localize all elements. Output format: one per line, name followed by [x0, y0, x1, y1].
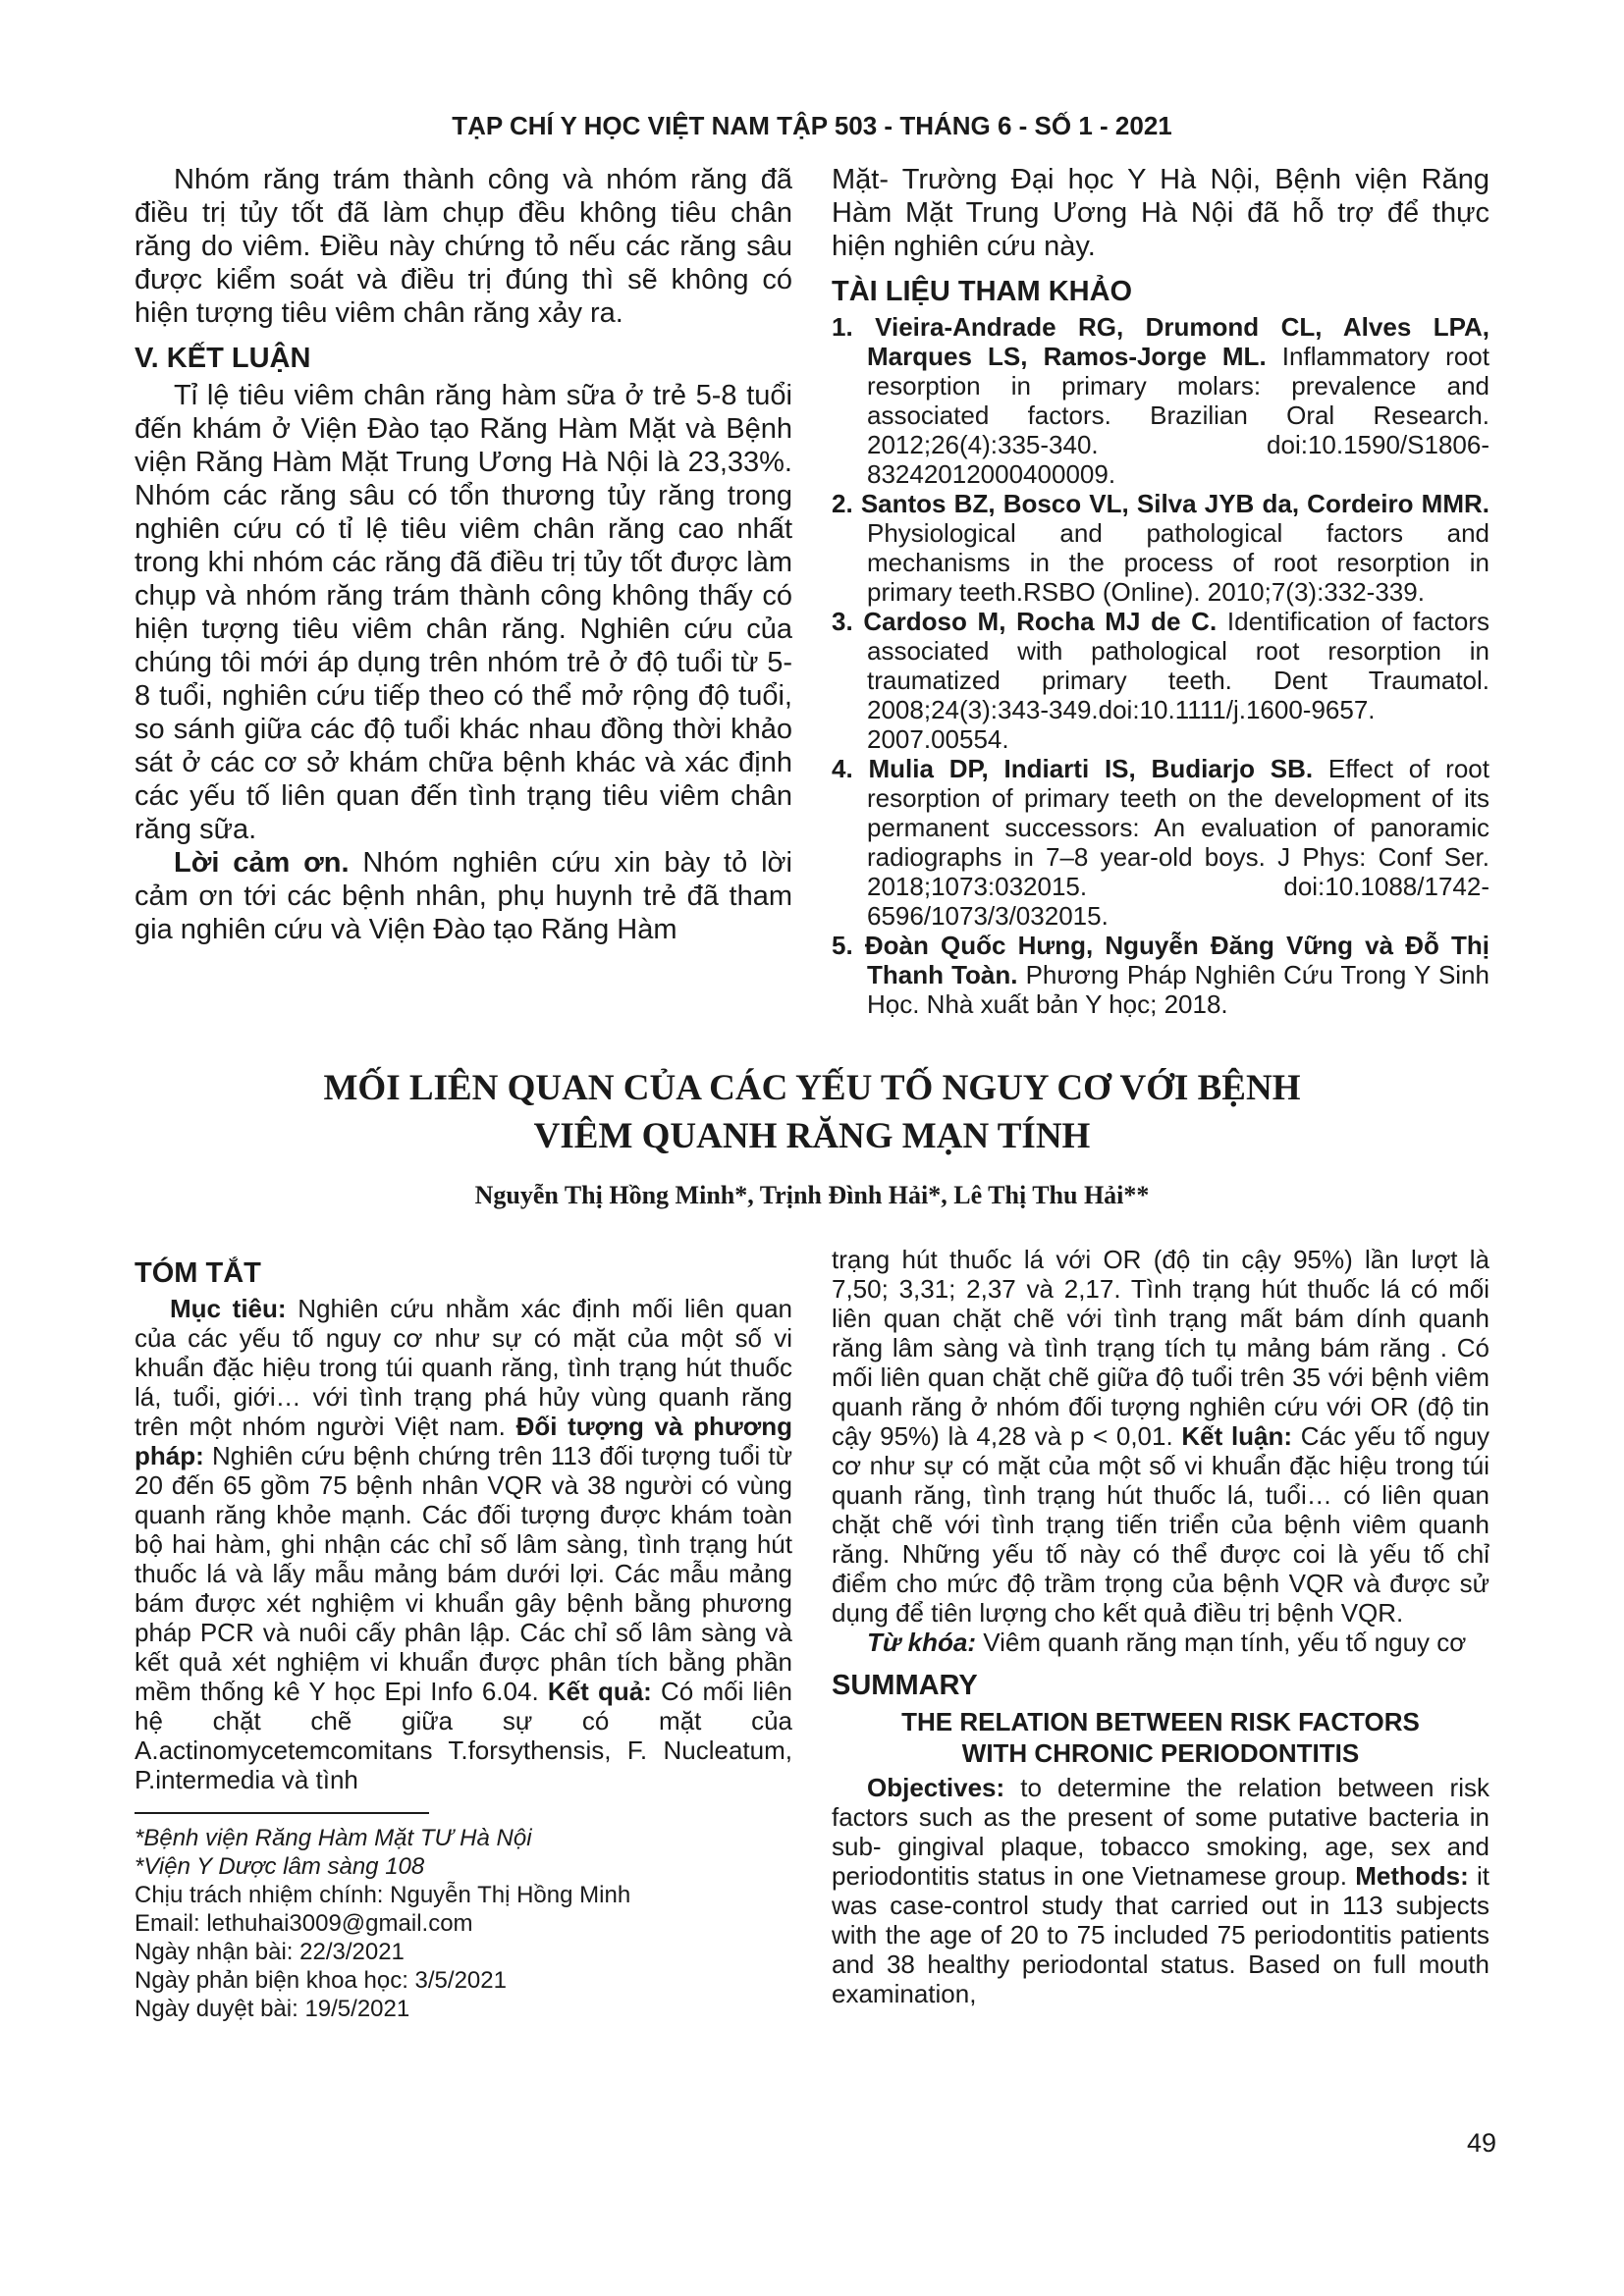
footnote-received-date: Ngày nhận bài: 22/3/2021: [135, 1939, 405, 1965]
journal-header: TẠP CHÍ Y HỌC VIỆT NAM TẬP 503 - THÁNG 6 - SỐ 1 - 2021: [452, 111, 1172, 140]
bold-text-run: Objectives:: [867, 1773, 1021, 1802]
summary-heading: SUMMARY: [832, 1670, 978, 1701]
reference-text: Effect of root resorption of primary teeth on the development of its permanent successors: An evaluation of panoramic radiographs in 7–8 year-old boys. J Phys: Conf Ser. 2018;1073:032015. doi:10.1088/1742-6596/1073/3/032015.: [867, 754, 1489, 931]
footnote-email: Email: lethuhai3009@gmail.com: [135, 1910, 473, 1937]
article2-title-block: [135, 1064, 1489, 1211]
reference-authors: 1. Vieira-Andrade RG, Drumond CL, Alves LPA, Marques LS, Ramos-Jorge ML.: [832, 312, 1489, 371]
article1-paragraph: Nhóm răng trám thành công và nhóm răng đã điều trị tủy tốt đã làm chụp đều không tiêu chân răng do viêm. Điều này chứng tỏ nếu các răng sâu được kiểm soát và điều trị đúng thì sẽ không có hiện tượng tiêu viêm chân răng xảy ra.: [135, 164, 792, 329]
article1-continuation-paragraph: Mặt- Trường Đại học Y Hà Nội, Bệnh viện Răng Hàm Mặt Trung Ương Hà Nội đã hỗ trợ để thực hiện nghiên cứu này.: [832, 164, 1489, 262]
abstract-heading: TÓM TẮT: [135, 1257, 261, 1289]
reference-item: [832, 931, 1489, 1019]
reference-item: [832, 312, 1489, 489]
text-run: Viêm quanh răng mạn tính, yếu tố nguy cơ: [983, 1628, 1467, 1657]
reference-authors: 4. Mulia DP, Indiarti IS, Budiarjo SB.: [832, 754, 1314, 783]
bold-text-run: Kết quả:: [547, 1677, 662, 1706]
article2-title: [135, 1064, 1489, 1160]
conclusion-heading: V. KẾT LUẬN: [135, 343, 311, 374]
abstract-continuation-paragraph: [832, 1245, 1489, 1628]
footnote-affiliation: *Bệnh viện Răng Hàm Mặt TƯ Hà Nội: [135, 1825, 532, 1851]
summary-title-line2: WITH CHRONIC PERIODONTITIS: [961, 1738, 1360, 1768]
reference-authors: 3. Cardoso M, Rocha MJ de C.: [832, 607, 1218, 636]
references-list: [832, 312, 1489, 1019]
reference-text: Physiological and pathological factors and mechanisms in the process of root resorption in primary teeth.RSBO (Online). 2010;7(3):332-339.: [867, 518, 1489, 607]
article2-right-column: [832, 1245, 1489, 2023]
text-run: Các yếu tố nguy cơ như sự có mặt của một số vi khuẩn đặc hiệu trong túi quanh răng, tình trạng hút thuốc lá, tuổi… có liên quan chặt chẽ với tình trạng tiến triển của bệnh viêm quanh răng. Những yếu tố này có thể được coi là yếu tố chỉ điểm cho mức độ trầm trọng của bệnh VQR và được sử dụng để tiên lượng cho kết quả điều trị bệnh VQR.: [832, 1421, 1490, 1628]
reference-text: Phương Pháp Nghiên Cứu Trong Y Sinh Học. Nhà xuất bản Y học; 2018.: [867, 960, 1489, 1019]
text-run: Nghiên cứu bệnh chứng trên 113 đối tượng tuổi từ 20 đến 65 gồm 75 bệnh nhân VQR và 38 người có vùng quanh răng khỏe mạnh. Các đối tượng được khám toàn bộ hai hàm, ghi nhận các chỉ số lâm sàng, tình trạng hút thuốc lá và lấy mẫu mảng bám dưới lợi. Các mẫu mảng bám được xét nghiệm vi khuẩn gây bệnh bằng phương pháp PCR và nuôi cấy phân lập. Các chỉ số lâm sàng và kết quả xét nghiệm vi khuẩn được phân tích bằng phần mềm thống kê Y học Epi Info 6.04.: [135, 1441, 792, 1706]
acknowledgment-text: Nhóm nghiên cứu xin bày tỏ lời cảm ơn tới các bệnh nhân, phụ huynh trẻ đã tham gia nghiên cứu và Viện Đào tạo Răng Hàm: [135, 847, 792, 945]
keywords-paragraph: [832, 1628, 1489, 1657]
footnote-review-date: Ngày phản biện khoa học: 3/5/2021: [135, 1967, 507, 1994]
article2-section: [135, 1245, 1489, 2023]
bold-text-run: Mục tiêu:: [170, 1294, 298, 1323]
text-run: trạng hút thuốc lá với OR (độ tin cậy 95%) lần lượt là 7,50; 3,31; 2,37 và 2,17. Tình trạng hút thuốc lá có mối liên quan chặt chẽ với tình trạng mất bám dính quanh răng lâm sàng và tình trạng tích tụ mảng bám răng . Có mối liên quan chặt chẽ giữa độ tuổi trên 35 với bệnh viêm quanh răng ở nhóm đối tượng nghiên cứu với OR (độ tin cậy 95%) là 4,28 và p < 0,01.: [832, 1245, 1489, 1451]
conclusion-paragraph: Tỉ lệ tiêu viêm chân răng hàm sữa ở trẻ 5-8 tuổi đến khám ở Viện Đào tạo Răng Hàm Mặt và Bệnh viện Răng Hàm Mặt Trung Ương Hà Nội là 23,33%. Nhóm các răng sâu có tổn thương tủy răng trong nghiên cứu có tỉ lệ tiêu viêm chân răng cao nhất trong khi nhóm các răng đã điều trị tủy tốt được làm chụp và nhóm răng trám thành công không thấy có hiện tượng tiêu viêm chân răng. Nghiên cứu của chúng tôi mới áp dụng trên nhóm trẻ ở độ tuổi từ 5-8 tuổi, nghiên cứu tiếp theo có thể mở rộng độ tuổi, so sánh giữa các độ tuổi khác nhau đồng thời khảo sát ở các cơ sở khám chữa bệnh khác và xác định các yếu tố liên quan đến tình trạng tiêu viêm chân răng sữa.: [135, 380, 792, 845]
reference-text: Inflammatory root resorption in primary molars: prevalence and associated factors. Brazilian Oral Research. 2012;26(4):335-340. doi:10.1590/S1806-83242012000400009.: [867, 342, 1489, 489]
text-run: to determine the relation between risk factors such as the present of some putative bacteria in sub- gingival plaque, tobacco smoking, age, sex and periodontitis status in one Vietnamese group.: [832, 1773, 1489, 1891]
reference-item: [832, 607, 1489, 754]
article1-right-column: [832, 163, 1489, 1019]
article1-left-column: [135, 163, 792, 1019]
reference-item: [832, 754, 1489, 931]
acknowledgment-lead: Lời cảm ơn.: [174, 847, 350, 879]
footnote-accepted-date: Ngày duyệt bài: 19/5/2021: [135, 1996, 410, 2022]
text-run: Nghiên cứu nhằm xác định mối liên quan của các yếu tố nguy cơ như sự có mặt của một số vi khuẩn đặc hiệu trong túi quanh răng, tình trạng hút thuốc lá, tuổi, giới… với tình trạng phá hủy vùng quanh răng trên một nhóm người Việt nam.: [135, 1294, 792, 1441]
bold-text-run: Methods:: [1355, 1861, 1478, 1891]
summary-title: [832, 1706, 1489, 1769]
summary-title-line1: THE RELATION BETWEEN RISK FACTORS: [901, 1707, 1420, 1736]
abstract-paragraph: [135, 1294, 792, 1794]
article2-left-column: [135, 1245, 792, 2023]
article1-section: [135, 163, 1489, 1019]
text-run: Có mối liên hệ chặt chẽ giữa sự có mặt của A.actinomycetemcomitans T.forsythensis, F. Nucleatum, P.intermedia và tình: [135, 1677, 793, 1794]
article2-authors: Nguyễn Thị Hồng Minh*, Trịnh Đình Hải*, Lê Thị Thu Hải**: [474, 1181, 1150, 1209]
acknowledgment-paragraph: [135, 846, 792, 946]
reference-authors: 5. Đoàn Quốc Hưng, Nguyễn Đăng Vững và Đỗ Thị Thanh Toàn.: [832, 931, 1489, 989]
article2-title-line2: VIÊM QUANH RĂNG MẠN TÍNH: [533, 1116, 1091, 1156]
reference-authors: 2. Santos BZ, Bosco VL, Silva JYB da, Cordeiro MMR.: [832, 489, 1489, 518]
footnote-affiliation: *Viện Y Dược lâm sàng 108: [135, 1853, 425, 1880]
references-heading: TÀI LIỆU THAM KHẢO: [832, 276, 1133, 307]
reference-item: [832, 489, 1489, 607]
bold-text-run: Kết luận:: [1181, 1421, 1301, 1451]
footnote-corresponding-author: Chịu trách nhiệm chính: Nguyễn Thị Hồng Minh: [135, 1882, 631, 1908]
text-run: it was case-control study that carried out in 113 subjects with the age of 20 to 75 included 75 periodontitis patients and 38 healthy periodontal status. Based on full mouth examination,: [832, 1861, 1490, 2008]
author-footnote: [135, 1812, 792, 2023]
page-number: 49: [1466, 2128, 1496, 2158]
article2-title-line1: MỐI LIÊN QUAN CỦA CÁC YẾU TỐ NGUY CƠ VỚI BỆNH: [323, 1068, 1301, 1108]
bold-text-run: Đối tượng và phương pháp:: [135, 1412, 793, 1470]
summary-paragraph: [832, 1773, 1489, 2008]
reference-text: Identification of factors associated with pathological root resorption in traumatized primary teeth. Dent Traumatol. 2008;24(3):343-349.doi:10.1111/j.1600-9657. 2007.00554.: [867, 607, 1489, 754]
bold-text-run: Từ khóa:: [867, 1628, 984, 1657]
